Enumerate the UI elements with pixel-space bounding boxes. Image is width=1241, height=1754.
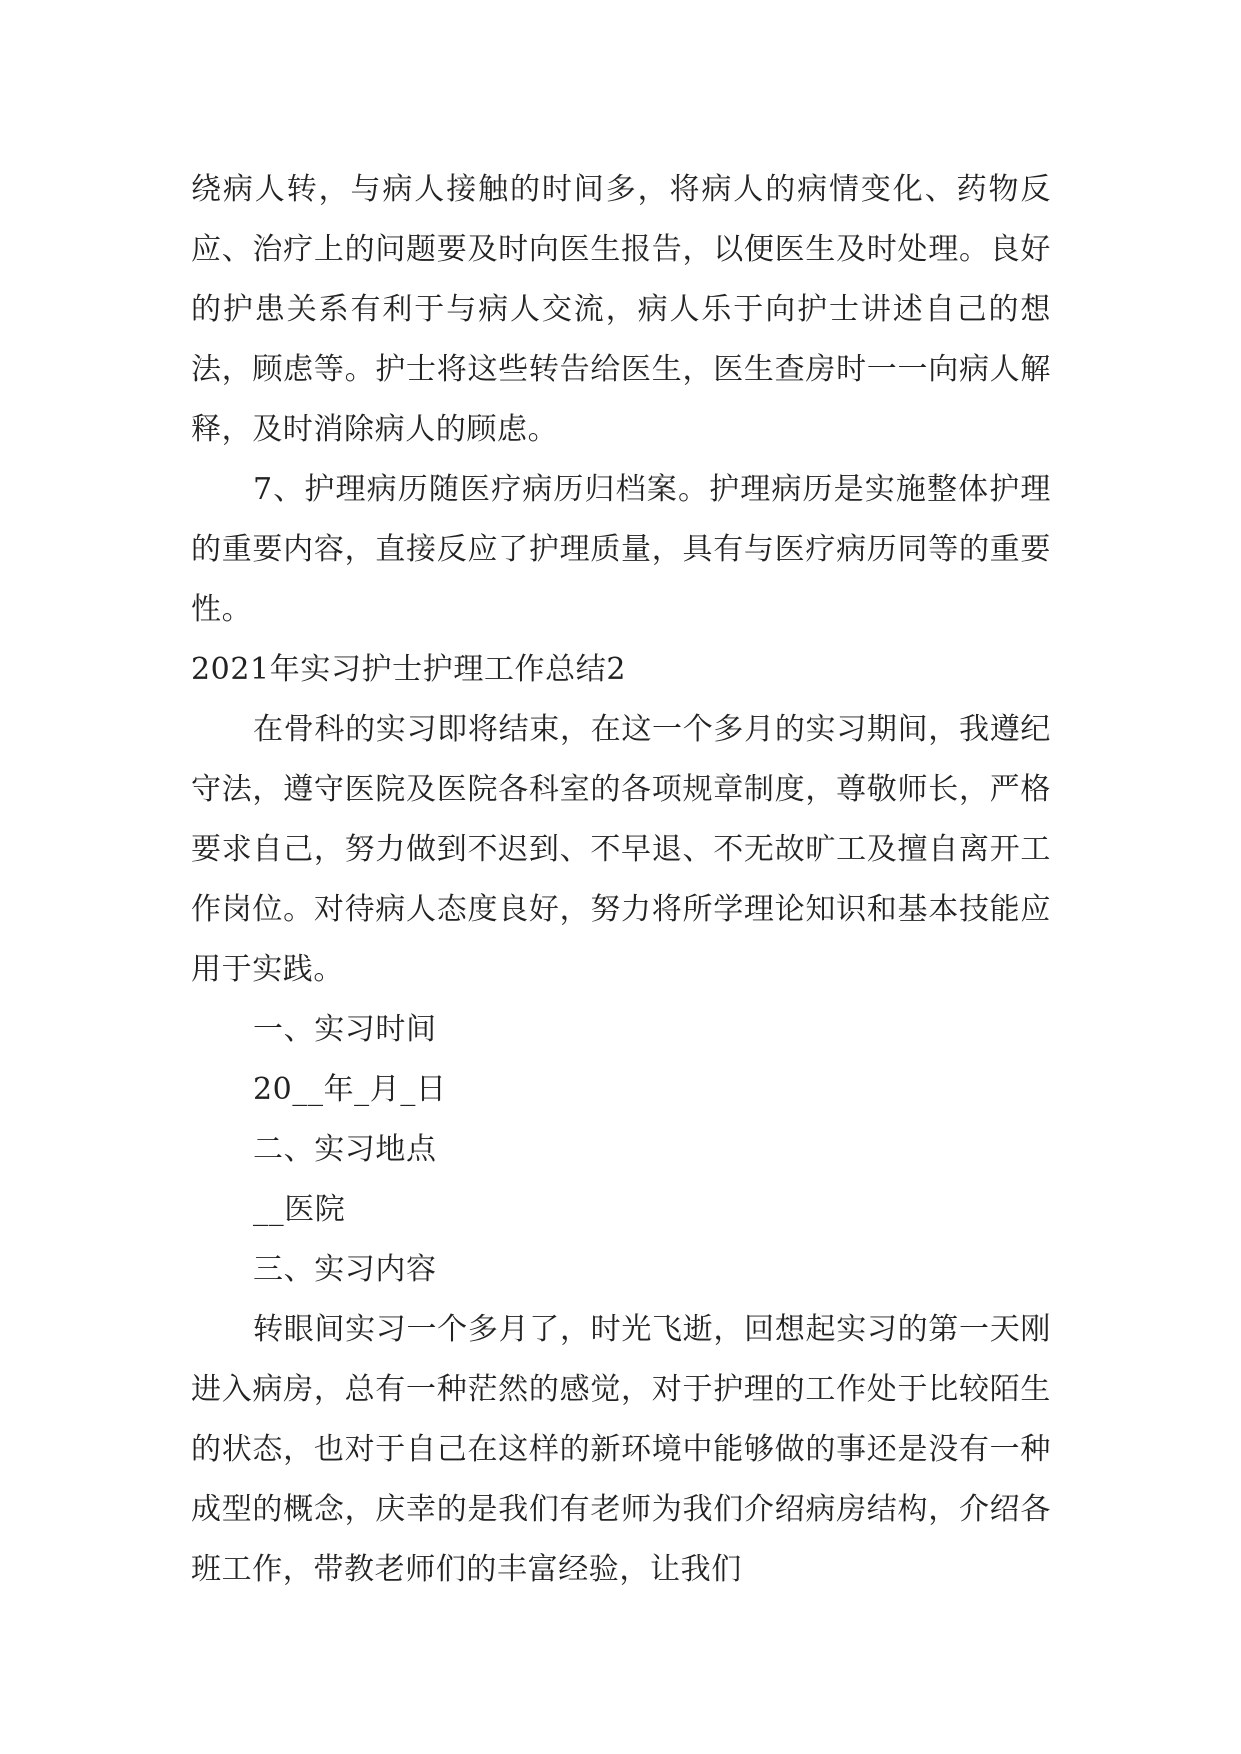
paragraph-continued: 绕病人转，与病人接触的时间多，将病人的病情变化、药物反应、治疗上的问题要及时向医生报告，以便医生及时处理。良好的护患关系有利于与病人交流，病人乐于向护士讲述自己的想法，顾虑等。护士将这些转告给医生，医生查房时一一向病人解释，及时消除病人的顾虑。 [191, 172, 1051, 447]
subheading-internship-content: 三、实习内容 [253, 1252, 437, 1287]
subheading-internship-time: 一、实习时间 [253, 1012, 437, 1047]
paragraph-content: 转眼间实习一个多月了，时光飞逝，回想起实习的第一天刚进入病房，总有一种茫然的感觉，对于护理的工作处于比较陌生的状态，也对于自己在这样的新环境中能够做的事还是没有一种成型的概念，庆幸的是我们有老师为我们介绍病房结构，介绍各班工作，带教老师们的丰富经验，让我们 [191, 1312, 1051, 1587]
paragraph-nursing-records: 7、护理病历随医疗病历归档案。护理病历是实施整体护理的重要内容，直接反应了护理质量，具有与医疗病历同等的重要性。 [191, 472, 1051, 627]
section-heading: 2021年实习护士护理工作总结2 [191, 652, 627, 687]
paragraph-intro: 在骨科的实习即将结束，在这一个多月的实习期间，我遵纪守法，遵守医院及医院各科室的各项规章制度，尊敬师长，严格要求自己，努力做到不迟到、不早退、不无故旷工及擅自离开工作岗位。对待病人态度良好，努力将所学理论知识和基本技能应用于实践。 [191, 712, 1051, 987]
paragraph-hospital: __医院 [253, 1192, 346, 1227]
document-body [191, 160, 1051, 1600]
paragraph-date: 20__年_月_日 [253, 1072, 447, 1107]
subheading-internship-location: 二、实习地点 [253, 1132, 437, 1167]
